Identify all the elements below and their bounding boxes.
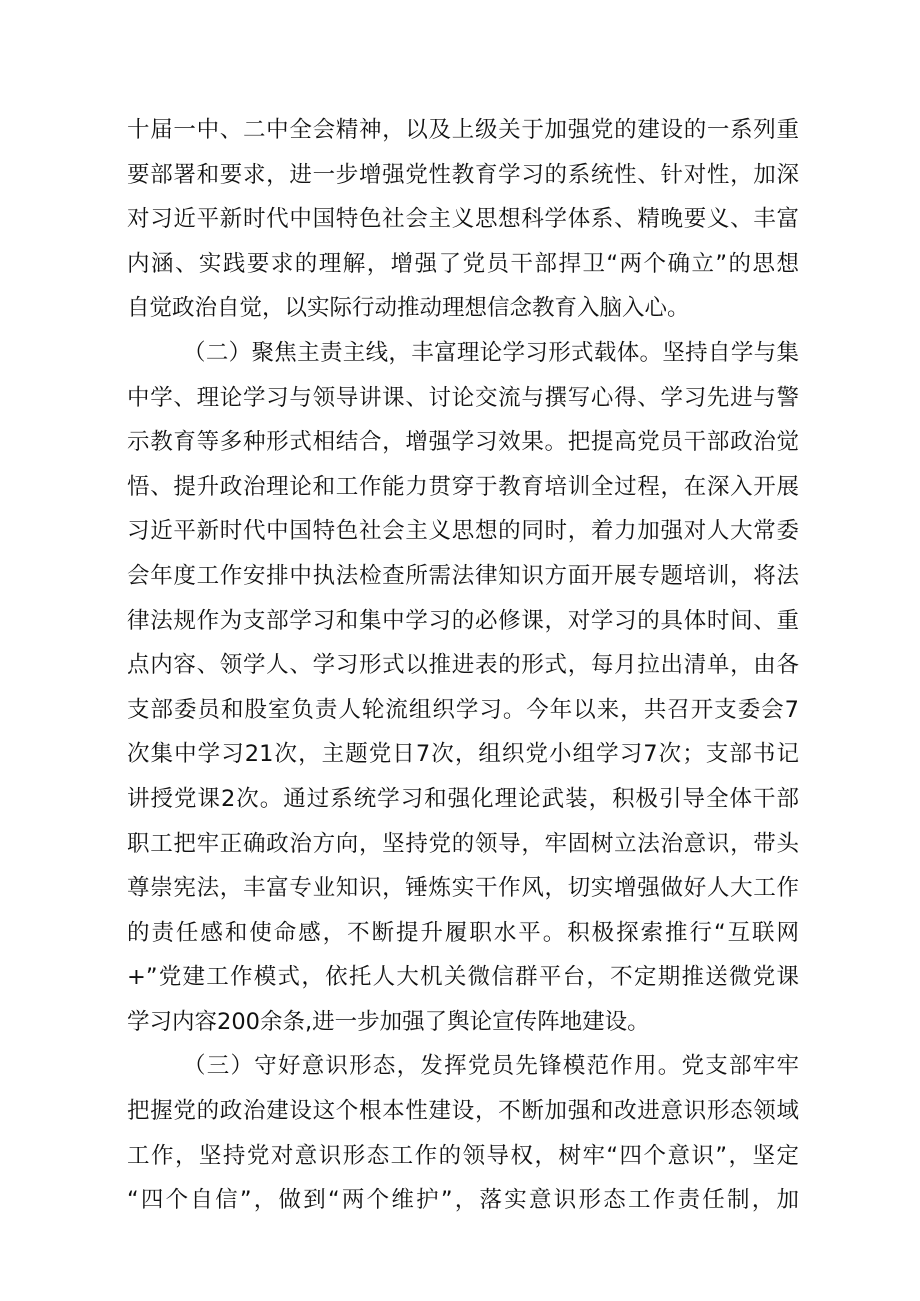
text-line-5: 自觉政治自觉，以实际行动推动理想信念教育入脑入心。 bbox=[127, 295, 690, 322]
section-3-heading-line: （三）守好意识形态，发挥党员先锋模范作用。党支部牢牢 bbox=[183, 1053, 799, 1080]
text-line-1: 十届一中、二中全会精神，以及上级关于加强党的建设的一系列重 bbox=[127, 117, 799, 143]
text-line-16: 讲授党课2次。通过系统学习和强化理论武装，积极引导全体干部 bbox=[127, 785, 799, 812]
text-line-3: 对习近平新时代中国特色社会主义思想科学体系、精晚要义、丰富 bbox=[127, 206, 799, 233]
text-line-20: +”党建工作模式，依托人大机关微信群平台，不定期推送微党课 bbox=[127, 964, 799, 991]
text-line-8: 示教育等多种形式相结合，增强学习效果。把提高党员干部政治觉 bbox=[127, 429, 799, 456]
text-line-10: 习近平新时代中国特色社会主义思想的同时，着力加强对人大常委 bbox=[127, 518, 799, 545]
text-line-7: 中学、理论学习与领导讲课、讨论交流与撰写心得、学习先进与警 bbox=[127, 384, 799, 411]
text-line-17: 职工把牢正确政治方向，坚持党的领导，牢固树立法治意识，带头 bbox=[127, 830, 799, 857]
section-2-heading-line: （二）聚焦主责主线，丰富理论学习形式载体。坚持自学与集 bbox=[183, 339, 799, 366]
text-line-18: 尊崇宪法，丰富专业知识，锤炼实干作风，切实增强做好人大工作 bbox=[127, 875, 799, 902]
text-line-14: 支部委员和股室负责人轮流组织学习。今年以来，共召开支委会7 bbox=[127, 696, 799, 723]
text-line-9: 悟、提升政治理论和工作能力贯穿于教育培训全过程，在深入开展 bbox=[127, 473, 799, 500]
text-line-23: 把握党的政治建设这个根本性建设，不断加强和改进意识形态领域 bbox=[127, 1098, 799, 1125]
document-body bbox=[127, 108, 799, 1223]
text-line-13: 点内容、领学人、学习形式以推进表的形式，每月拉出清单，由各 bbox=[127, 652, 799, 679]
text-line-24: 工作，坚持党对意识形态工作的领导权，树牢“四个意识”，坚定 bbox=[127, 1142, 799, 1169]
text-line-2: 要部署和要求，进一步增强党性教育学习的系统性、针对性，加深 bbox=[127, 161, 799, 188]
text-line-25: “四个自信”，做到“两个维护”，落实意识形态工作责任制，加 bbox=[127, 1187, 799, 1214]
text-line-21: 学习内容200余条,进一步加强了舆论宣传阵地建设。 bbox=[127, 1008, 650, 1035]
text-line-4: 内涵、实践要求的理解，增强了党员干部捍卫“两个确立”的思想 bbox=[127, 250, 799, 277]
text-line-19: 的责任感和使命感，不断提升履职水平。积极探索推行“互联网 bbox=[127, 919, 799, 946]
text-line-15: 次集中学习21次，主题党日7次，组织党小组学习7次；支部书记 bbox=[127, 741, 799, 768]
text-line-12: 律法规作为支部学习和集中学习的必修课，对学习的具体时间、重 bbox=[127, 607, 799, 634]
text-line-11: 会年度工作安排中执法检查所需法律知识方面开展专题培训，将法 bbox=[127, 562, 799, 589]
